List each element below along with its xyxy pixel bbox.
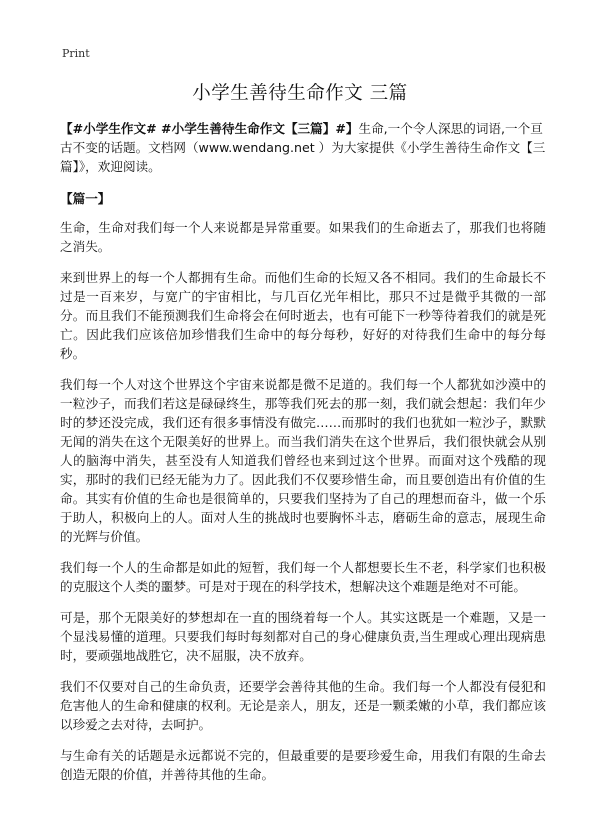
paragraph-4: 我们每一个人的生命都是如此的短暂，我们每一个人都想要长生不老，科学家们也积极的克服这个人类的噩梦。可是对于现在的科学技术，想解决这个难题是绝对不可能。 — [60, 560, 546, 594]
intro-paragraph — [60, 119, 546, 176]
paragraph-7: 与生命有关的话题是永远都说不完的，但最重要的是要珍爱生命，用我们有限的生命去创造无限的价值，并善待其他的生命。 — [60, 748, 546, 782]
paragraph-5: 可是，那个无限美好的梦想却在一直的围绕着每一个人。其实这既是一个难题，又是一个显浅易懂的道理。只要我们每时每刻都对自己的身心健康负责,当生理或心理出现病患时，要顽强地战胜它，决不屈服，决不放弃。 — [60, 610, 546, 663]
section-heading: 【篇一】 — [60, 191, 111, 206]
print-link[interactable]: Print — [62, 47, 90, 60]
article-body — [60, 119, 546, 796]
intro-tag: 【#小学生作文# #小学生善待生命作文【三篇】#】 — [60, 121, 359, 136]
page-title: 小学生善待生命作文 三篇 — [192, 83, 408, 104]
paragraph-2: 来到世界上的每一个人都拥有生命。而他们生命的长短又各不相同。我们的生命最长不过是一百来岁，与宽广的宇宙相比，与几百亿光年相比，那只不过是微乎其微的一部分。而且我们不能预测我们生命将会在何时逝去，也有可能下一秒等待着我们的就是死亡。因此我们应该倍加珍惜我们生命中的每分每秒，好好的对待我们生命中的每分每秒。 — [60, 270, 546, 361]
paragraph-3: 我们每一个人对这个世界这个宇宙来说都是微不足道的。我们每一个人都犹如沙漠中的一粒沙子，而我们若这是碌碌终生，那等我们死去的那一刻，我们就会想起：我们年少时的梦还没完成，我们还有很多事情没有做完……而那时的我们也犹如一粒沙子，默默无闻的消失在这个无限美好的世界上。而当我们消失在这个世界后，我们很快就会从别人的脑海中消失，甚至没有人知道我们曾经也来到过这个世界。而面对这个残酷的现实，那时的我们已经无能为力了。因此我们不仅要珍惜生命，而且要创造出有价值的生命。其实有价值的生命也是很简单的，只要我们坚持为了自己的理想而奋斗，做一个乐于助人，积极向上的人。面对人生的挑战时也要胸怀斗志，磨砺生命的意志，展现生命的光辉与价值。 — [60, 377, 546, 544]
paragraph-1: 生命，生命对我们每一个人来说都是异常重要。如果我们的生命逝去了，那我们也将随之消失。 — [60, 220, 546, 254]
paragraph-6: 我们不仅要对自己的生命负责，还要学会善待其他的生命。我们每一个人都没有侵犯和危害他人的生命和健康的权利。无论是亲人，朋友，还是一颗柔嫩的小草，我们都应该以珍爱之去对待，去呵护。 — [60, 679, 546, 732]
intro-text: 生命,一个令人深思的词语,一个亘古不变的话题。文档网（www.wendang.net ）为大家提供《小学生善待生命作文【三篇】》，欢迎阅读。 — [60, 121, 546, 174]
